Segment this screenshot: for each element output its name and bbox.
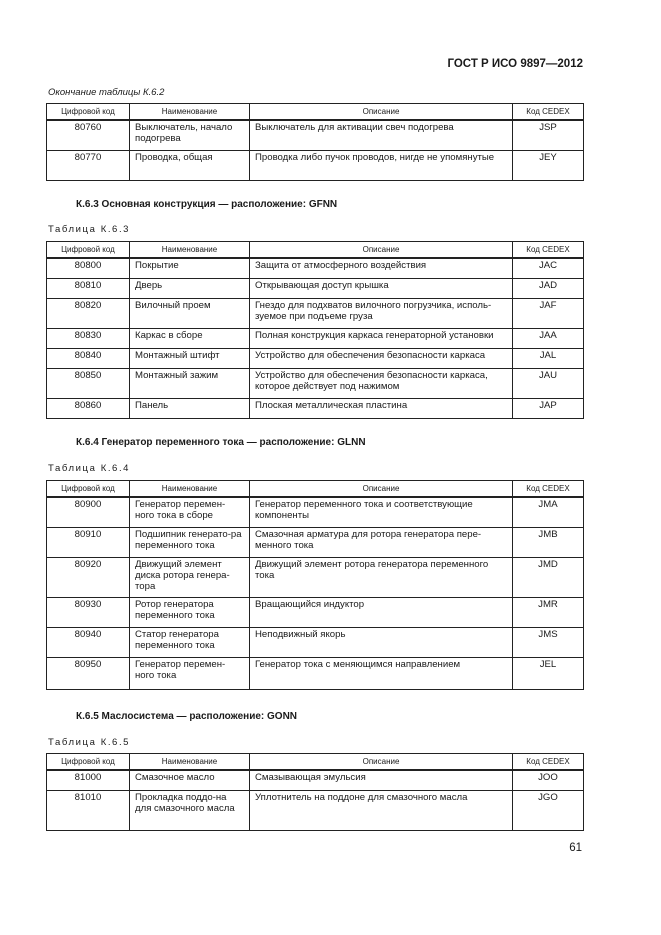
description-cell: Открывающая доступ крышка [250,278,513,298]
code-cell: 80840 [47,348,130,368]
code-cell: 80800 [47,258,130,278]
table-k62 [46,103,584,181]
col-cedex-header: Код CEDEX [513,242,584,259]
name-cell: Монтажный зажим [130,368,250,398]
name-cell: Покрытие [130,258,250,278]
table-row [47,298,584,328]
description-cell: Смазочная арматура для ротора генератора пере-менного тока [250,527,513,557]
col-code-header: Цифровой код [47,242,130,259]
col-name-header: Наименование [130,481,250,498]
name-cell: Выключатель, начало подогрева [130,120,250,150]
table-row [47,120,584,150]
name-cell: Ротор генератора переменного тока [130,597,250,627]
table-header-row [47,481,584,498]
description-cell: Движущий элемент ротора генератора переменного тока [250,557,513,597]
col-description-header: Описание [250,242,513,259]
section-heading: К.6.5 Маслосистема — расположение: GONN [76,711,298,722]
description-cell: Проводка либо пучок проводов, нигде не упомянутые [250,150,513,180]
cedex-cell: JSP [513,120,584,150]
code-cell: 80910 [47,527,130,557]
code-cell: 80940 [47,627,130,657]
name-cell: Панель [130,398,250,418]
cedex-cell: JAD [513,278,584,298]
col-name-header: Наименование [130,754,250,771]
section-heading: К.6.3 Основная конструкция — расположение: GFNN [76,199,338,210]
table-caption: Таблица К.6.5 [48,737,131,748]
table-row [47,657,584,689]
table-row [47,597,584,627]
table-row [47,527,584,557]
cedex-cell: JGO [513,790,584,830]
col-description-header: Описание [250,754,513,771]
code-cell: 80920 [47,557,130,597]
cedex-cell: JAC [513,258,584,278]
name-cell: Генератор перемен-ного тока в сборе [130,497,250,527]
table-caption: Окончание таблицы К.6.2 [48,87,165,98]
cedex-cell: JMD [513,557,584,597]
table-row [47,497,584,527]
table-k64 [46,480,584,690]
section-heading: К.6.4 Генератор переменного тока — расположение: GLNN [76,437,366,448]
table-k63 [46,241,584,419]
name-cell: Прокладка поддо-на для смазочного масла [130,790,250,830]
name-cell: Дверь [130,278,250,298]
description-cell: Защита от атмосферного воздействия [250,258,513,278]
name-cell: Подшипник генерато-ра переменного тока [130,527,250,557]
table-row [47,398,584,418]
table-row [47,557,584,597]
cedex-cell: JEY [513,150,584,180]
description-cell: Устройство для обеспечения безопасности каркаса, которое действует под нажимом [250,368,513,398]
table-row [47,278,584,298]
table-row [47,328,584,348]
description-cell: Полная конструкция каркаса генераторной установки [250,328,513,348]
col-cedex-header: Код CEDEX [513,481,584,498]
name-cell: Монтажный штифт [130,348,250,368]
cedex-cell: JMS [513,627,584,657]
table-header-row [47,104,584,121]
name-cell: Вилочный проем [130,298,250,328]
description-cell: Гнездо для подхватов вилочного погрузчика, исполь-зуемое при подъеме груза [250,298,513,328]
page-number: 61 [569,842,582,854]
cedex-cell: JAF [513,298,584,328]
code-cell: 80810 [47,278,130,298]
table-k65 [46,753,584,831]
col-name-header: Наименование [130,104,250,121]
description-cell: Уплотнитель на поддоне для смазочного масла [250,790,513,830]
cedex-cell: JMR [513,597,584,627]
name-cell: Смазочное масло [130,770,250,790]
name-cell: Движущий элемент диска ротора генера-тора [130,557,250,597]
cedex-cell: JOO [513,770,584,790]
name-cell: Генератор перемен-ного тока [130,657,250,689]
col-cedex-header: Код CEDEX [513,104,584,121]
code-cell: 80860 [47,398,130,418]
description-cell: Смазывающая эмульсия [250,770,513,790]
col-code-header: Цифровой код [47,104,130,121]
description-cell: Неподвижный якорь [250,627,513,657]
code-cell: 80850 [47,368,130,398]
code-cell: 80770 [47,150,130,180]
cedex-cell: JAA [513,328,584,348]
cedex-cell: JAU [513,368,584,398]
cedex-cell: JMB [513,527,584,557]
col-code-header: Цифровой код [47,754,130,771]
code-cell: 80900 [47,497,130,527]
cedex-cell: JAP [513,398,584,418]
table-caption: Таблица К.6.4 [48,463,131,474]
description-cell: Плоская металлическая пластина [250,398,513,418]
table-row [47,790,584,830]
description-cell: Генератор тока с меняющимся направлением [250,657,513,689]
table-row [47,258,584,278]
name-cell: Каркас в сборе [130,328,250,348]
cedex-cell: JEL [513,657,584,689]
table-row [47,368,584,398]
description-cell: Генератор переменного тока и соответствующие компоненты [250,497,513,527]
description-cell: Вращающийся индуктор [250,597,513,627]
table-caption: Таблица К.6.3 [48,224,131,235]
col-name-header: Наименование [130,242,250,259]
col-code-header: Цифровой код [47,481,130,498]
table-row [47,770,584,790]
table-header-row [47,754,584,771]
col-cedex-header: Код CEDEX [513,754,584,771]
cedex-cell: JMA [513,497,584,527]
name-cell: Проводка, общая [130,150,250,180]
table-row [47,627,584,657]
code-cell: 80760 [47,120,130,150]
cedex-cell: JAL [513,348,584,368]
description-cell: Выключатель для активации свеч подогрева [250,120,513,150]
table-header-row [47,242,584,259]
code-cell: 80950 [47,657,130,689]
col-description-header: Описание [250,481,513,498]
code-cell: 81000 [47,770,130,790]
code-cell: 80820 [47,298,130,328]
name-cell: Статор генератора переменного тока [130,627,250,657]
code-cell: 80830 [47,328,130,348]
col-description-header: Описание [250,104,513,121]
document-id: ГОСТ Р ИСО 9897—2012 [447,58,583,70]
table-row [47,348,584,368]
description-cell: Устройство для обеспечения безопасности каркаса [250,348,513,368]
code-cell: 80930 [47,597,130,627]
table-row [47,150,584,180]
code-cell: 81010 [47,790,130,830]
